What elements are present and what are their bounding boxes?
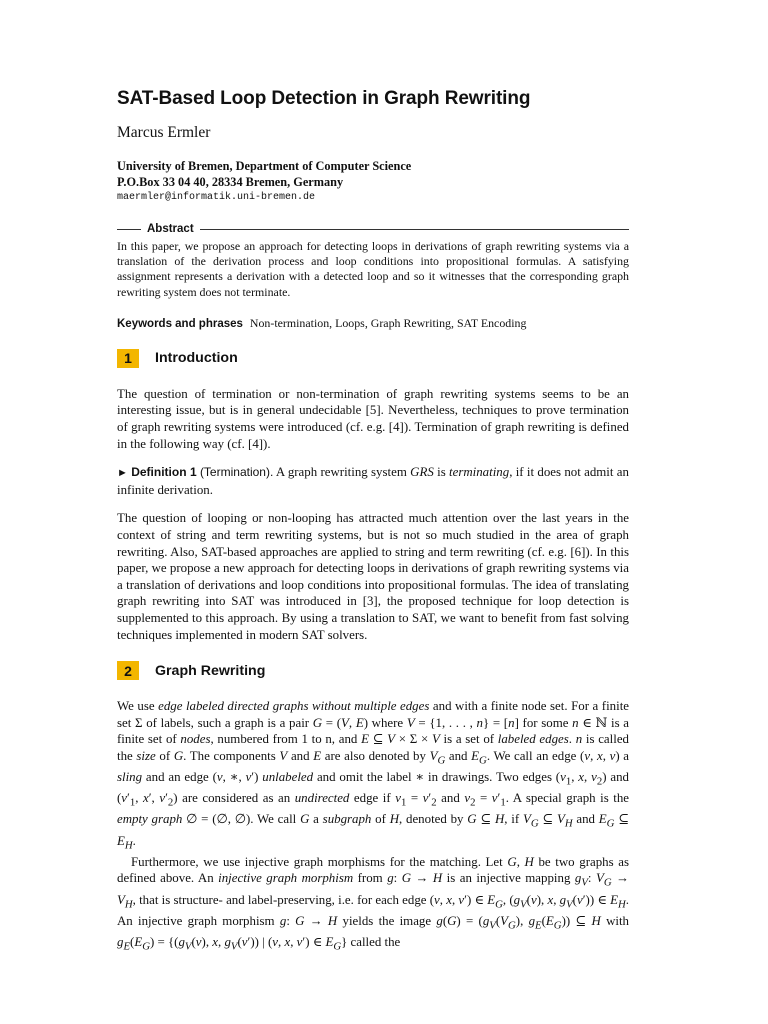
definition-label: Definition 1 [131,465,197,480]
graph-rewriting-paragraph-1: We use edge labeled directed graphs without multiple edges and with a finite node set. For a finite set Σ of labels, such a graph is a pair G = (V, E) where V = {1, . . . , n} = [n] for some n ∈ ℕ is a finite set of nodes, numbered from 1 to n, and E ⊆ V × Σ × V is a set of labeled edges. n is called the size of G. The components V and E are also denoted by $V_G$ and $E_G$. We call an edge (v, x, v) a sling and an edge (v, ∗, v′) unlabeled and omit the label ∗ in drawings. Two edges ($v_1$, x, $v_2$) and ($v'_1$, x′, $v'_2$) are considered as an undirected edge if $v_1 = v'_2$ and $v_2 = v'_1$. A special graph is the empty graph ∅ = (∅, ∅). We call G a subgraph of H, denoted by G ⊆ H, if $V_G$ ⊆ $V_H$ and $E_G$ ⊆ $E_H$. [117,699,630,852]
paper-page [117,88,629,967]
affiliation-line-2: P.O.Box 33 04 40, 28334 Bremen, Germany [117,175,344,189]
abstract-rule-left [117,229,141,230]
keywords-text: Non-termination, Loops, Graph Rewriting, SAT Encoding [249,315,527,330]
paper-title: SAT-Based Loop Detection in Graph Rewriting [117,88,531,109]
keywords [117,316,629,331]
definition-text-a: A graph rewriting system [275,465,407,480]
author-email[interactable]: maermler@informatik.uni-bremen.de [117,192,316,203]
intro-paragraph-1: The question of termination or non-termination of graph rewriting systems seems to be an interesting issue, but is in general undecidable [5]. Nevertheless, techniques to prove termination of graph rewriting systems were introduced (cf. e.g. [4]). Termination of graph rewriting is defined in the following way (cf. [4]). [117,386,629,451]
author-name: Marcus Ermler [117,124,211,141]
abstract-text: In this paper, we propose an approach for detecting loops in derivations of graph rewriting systems via a translation of the derivation process and loop conditions into propositional formulas. A satisfying assignment represents a derivation with a detected loop and so it witnesses that the corresponding graph rewriting system does not terminate. [117,239,629,299]
definition-name: (Termination). [199,465,274,480]
section-title: Introduction [155,350,238,367]
section-heading-graph-rewriting [117,661,629,680]
abstract-label: Abstract [147,223,194,235]
keywords-label: Keywords and phrases [117,317,243,330]
definition-text-b: is [437,465,446,480]
graph-rewriting-paragraph-2: Furthermore, we use injective graph morphisms for the matching. Let G, H be two graphs as defined above. An injective graph morphism from g: G → H is an injective mapping $g_V$: $V_G \to V_H$, that is structure- and label-preserving, i.e. for each edge (v, x, v′) ∈ $E_G$, ($g_V(v)$, x, $g_V(v')$) ∈ $E_H$. An injective graph morphism g: G → H yields the image $g(G) = (g_V(V_G)$, $g_E(E_G)$) ⊆ H with $g_E(E_G) = \{(g_V(v)$, x, $g_V(v')$) | (v, x, v′) ∈ $E_G$} called the [117,854,630,953]
definition-1 [117,464,629,498]
definition-grs: GRS [410,465,434,480]
abstract-rule-right [200,229,629,230]
definition-marker-icon: ► [117,467,128,480]
abstract-heading [117,223,629,235]
section-number: 1 [117,349,139,368]
section-title: Graph Rewriting [155,662,266,679]
definition-term: terminating [449,465,510,480]
definition-text-c: , if it does not admit an infinite derivation. [117,465,629,497]
affiliation-line-1: University of Bremen, Department of Computer Science [117,159,412,173]
section-heading-introduction [117,349,629,368]
section-number: 2 [117,661,139,680]
intro-paragraph-2: The question of looping or non-looping has attracted much attention over the last years in the context of string and term rewriting systems, but is not so much studied in the area of graph rewriting. Also, SAT-based approaches are applied to string and term rewriting (cf. e.g. [6]). In this paper, we propose a new approach for detecting loops in derivations of graph rewriting systems via a translation of derivations and loop conditions into propositional formulas. The idea of translating graph rewriting into SAT was introduced in [3], the proposed technique for loop detection is supplemented to this approach. By using a translation to SAT, we want to benefit from fast solving techniques implemented in modern SAT solvers. [117,511,629,642]
